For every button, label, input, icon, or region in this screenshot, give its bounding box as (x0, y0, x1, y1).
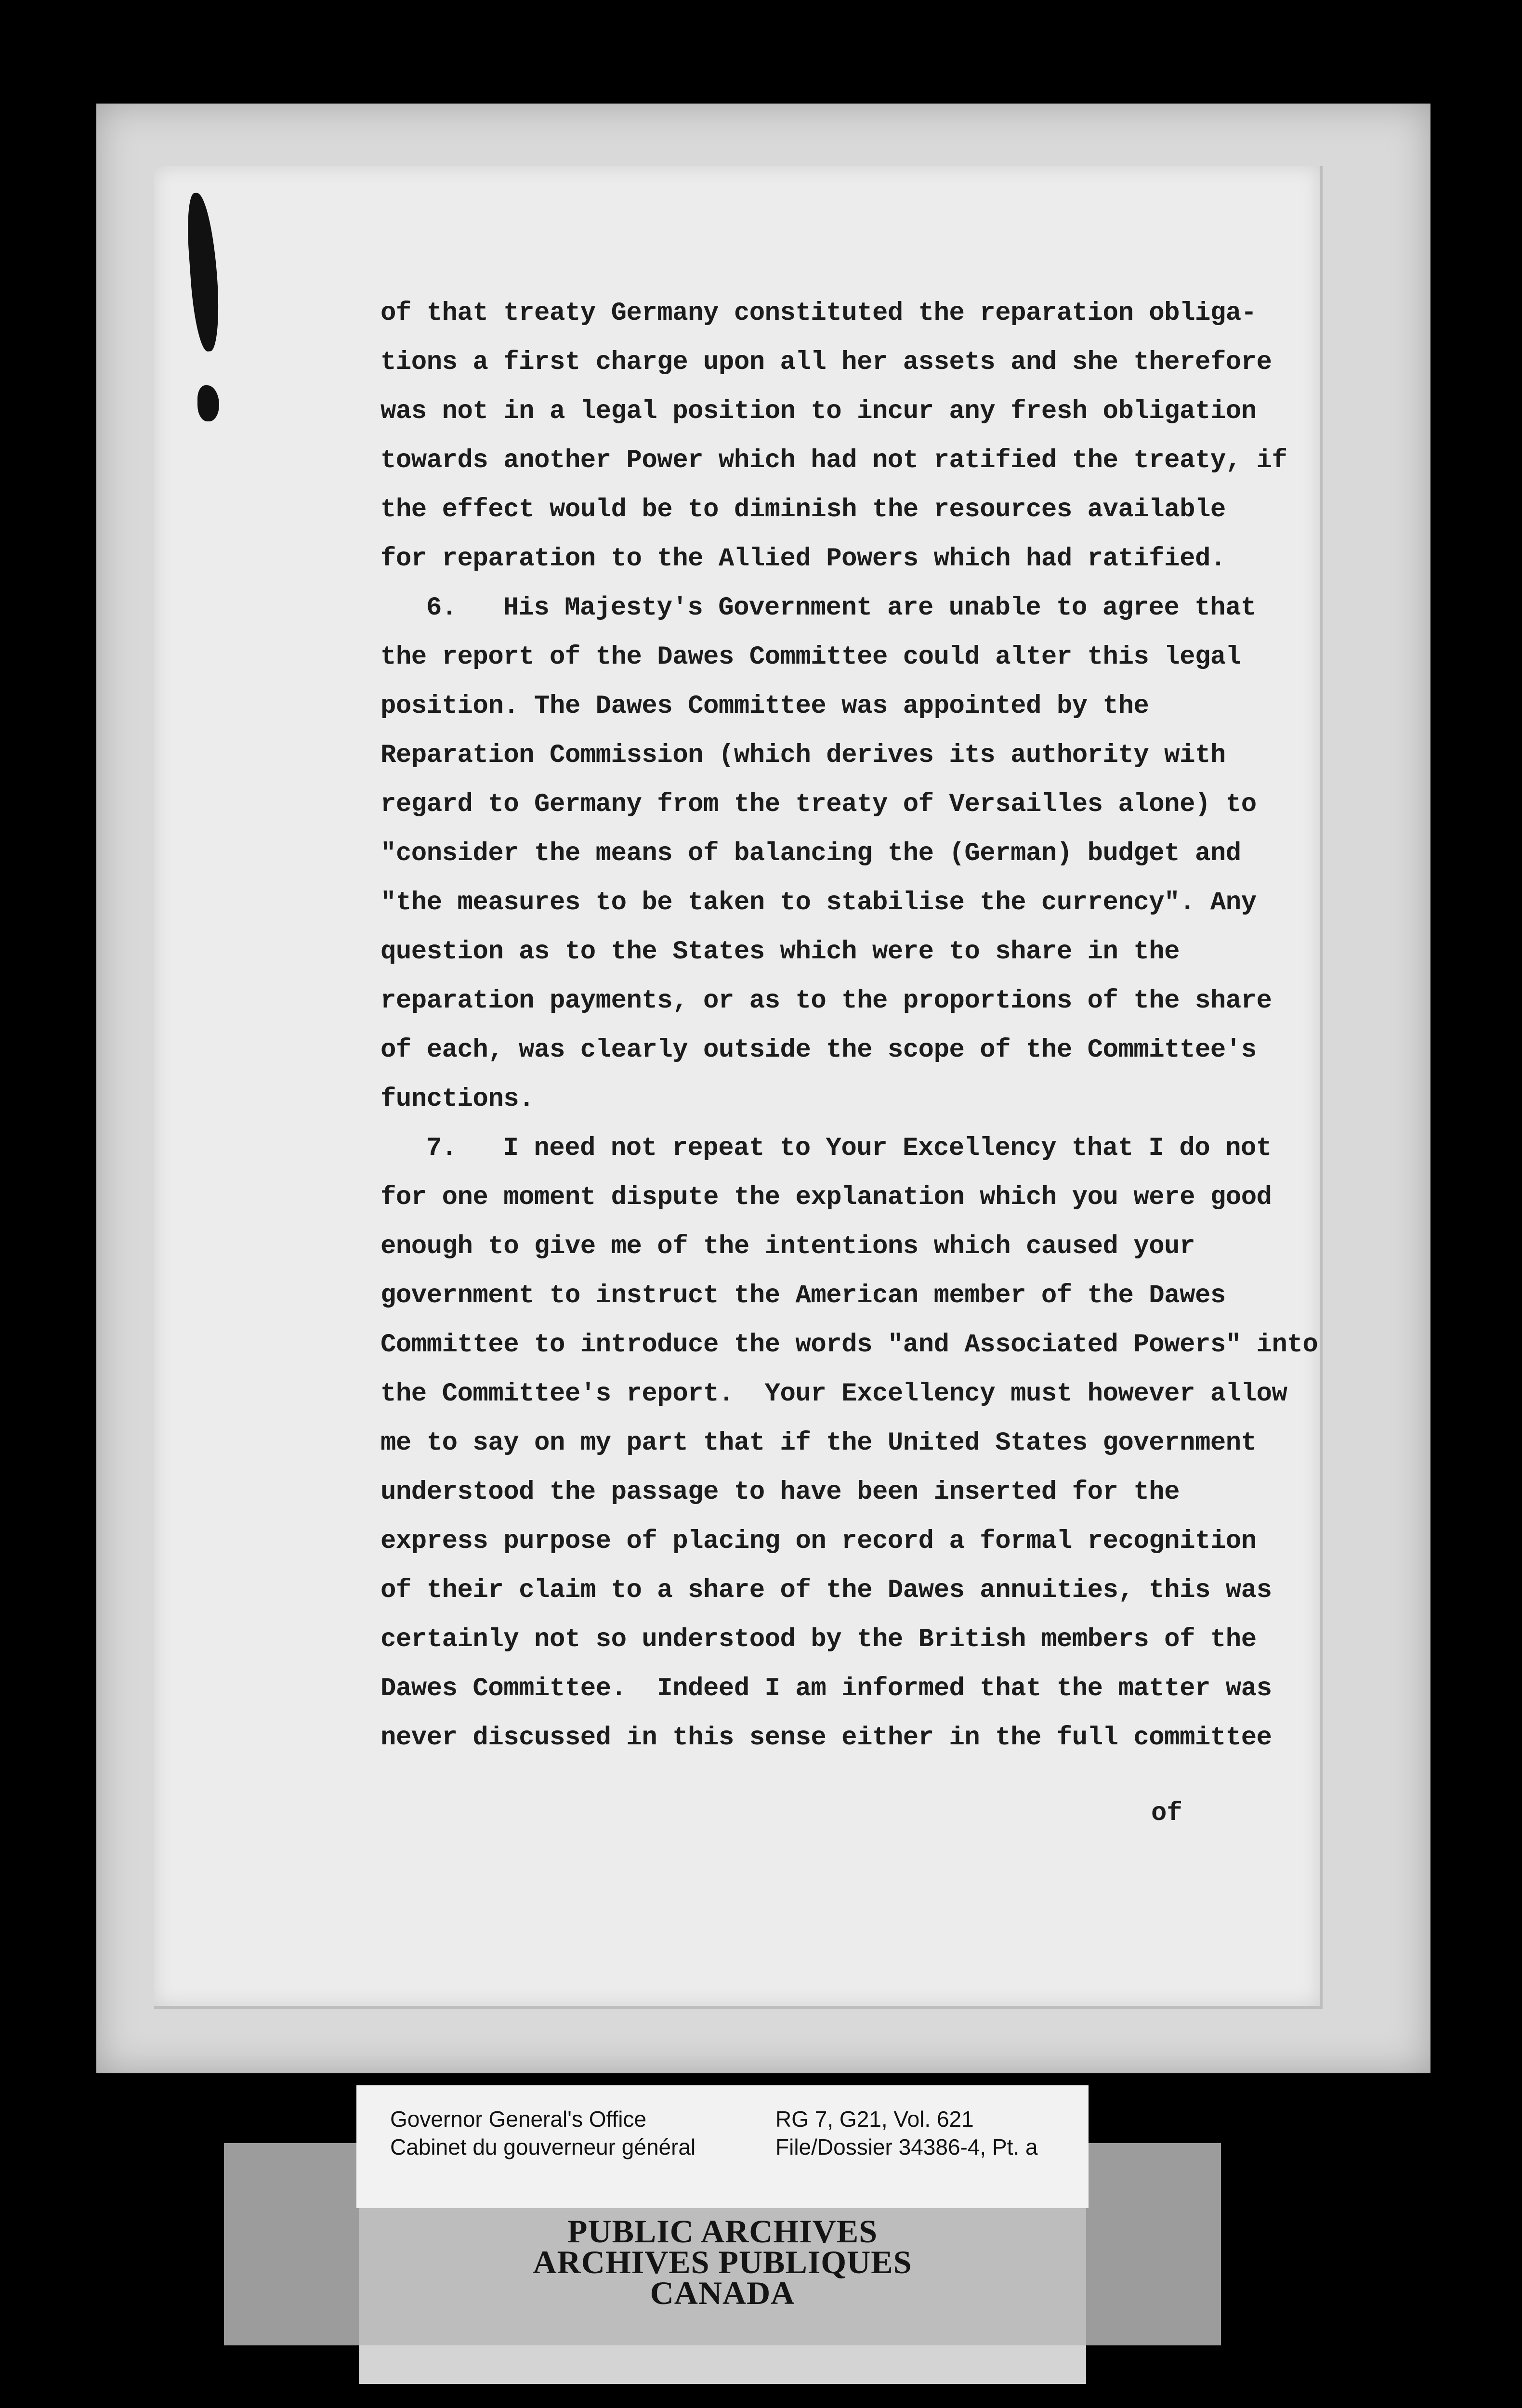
catchword: of (1151, 1799, 1182, 1828)
paragraph-7-start: 7. I need not repeat to Your Excellency that I do not (426, 1134, 1272, 1163)
file-reference: File/Dossier 34386-4, Pt. a (775, 2134, 1038, 2159)
office-name-en: Governor General's Office (390, 2107, 647, 2132)
text-line: me to say on my part that if the United States government (380, 1428, 1257, 1458)
document-body (380, 289, 1318, 1763)
text-line: Dawes Committee. Indeed I am informed that the matter was (380, 1674, 1272, 1703)
text-line: tions a first charge upon all her assets and she therefore (380, 348, 1272, 377)
text-line: express purpose of placing on record a formal recognition (380, 1527, 1257, 1556)
office-name-fr: Cabinet du gouverneur général (390, 2134, 696, 2159)
text-line: regard to Germany from the treaty of Versailles alone) to (380, 790, 1257, 819)
text-line: of their claim to a share of the Dawes annuities, this was (380, 1576, 1272, 1605)
text-line: towards another Power which had not ratified the treaty, if (380, 446, 1287, 475)
text-line: the effect would be to diminish the resources available (380, 495, 1226, 524)
text-line: the Committee's report. Your Excellency must however allow (380, 1379, 1287, 1409)
text-line: functions. (380, 1085, 535, 1114)
stamp-line-public-archives: PUBLIC ARCHIVES (567, 2213, 878, 2250)
text-line: Reparation Commission (which derives its authority with (380, 741, 1226, 770)
text-line: of that treaty Germany constituted the reparation obliga- (380, 299, 1257, 328)
text-line: was not in a legal position to incur any fresh obligation (380, 397, 1257, 426)
text-line: never discussed in this sense either in the full committee (380, 1723, 1272, 1753)
archive-label (356, 2085, 1089, 2208)
text-line: Committee to introduce the words "and Associated Powers" into (380, 1330, 1318, 1360)
stamp-line-archives-publiques: ARCHIVES PUBLIQUES (533, 2244, 912, 2280)
text-line: government to instruct the American member of the Dawes (380, 1281, 1226, 1310)
text-line: of each, was clearly outside the scope of the Committee's (380, 1035, 1257, 1065)
record-group-reference: RG 7, G21, Vol. 621 (775, 2107, 974, 2132)
text-line: question as to the States which were to share in the (380, 937, 1180, 967)
text-line: "consider the means of balancing the (German) budget and (380, 839, 1241, 868)
stamp-line-canada: CANADA (650, 2275, 795, 2311)
text-line: "the measures to be taken to stabilise the currency". Any (380, 888, 1257, 917)
text-line: reparation payments, or as to the proportions of the share (380, 986, 1272, 1016)
text-line: position. The Dawes Committee was appointed by the (380, 692, 1149, 721)
paragraph-6-start: 6. His Majesty's Government are unable to agree that (426, 593, 1256, 623)
text-line: the report of the Dawes Committee could alter this legal (380, 642, 1241, 672)
text-line: for reparation to the Allied Powers which had ratified. (380, 544, 1226, 574)
text-line: certainly not so understood by the British members of the (380, 1625, 1257, 1654)
text-line: enough to give me of the intentions which caused your (380, 1232, 1195, 1261)
text-line: for one moment dispute the explanation which you were good (380, 1183, 1272, 1212)
stamp-footer (359, 2345, 1086, 2384)
text-line: understood the passage to have been inserted for the (380, 1478, 1180, 1507)
